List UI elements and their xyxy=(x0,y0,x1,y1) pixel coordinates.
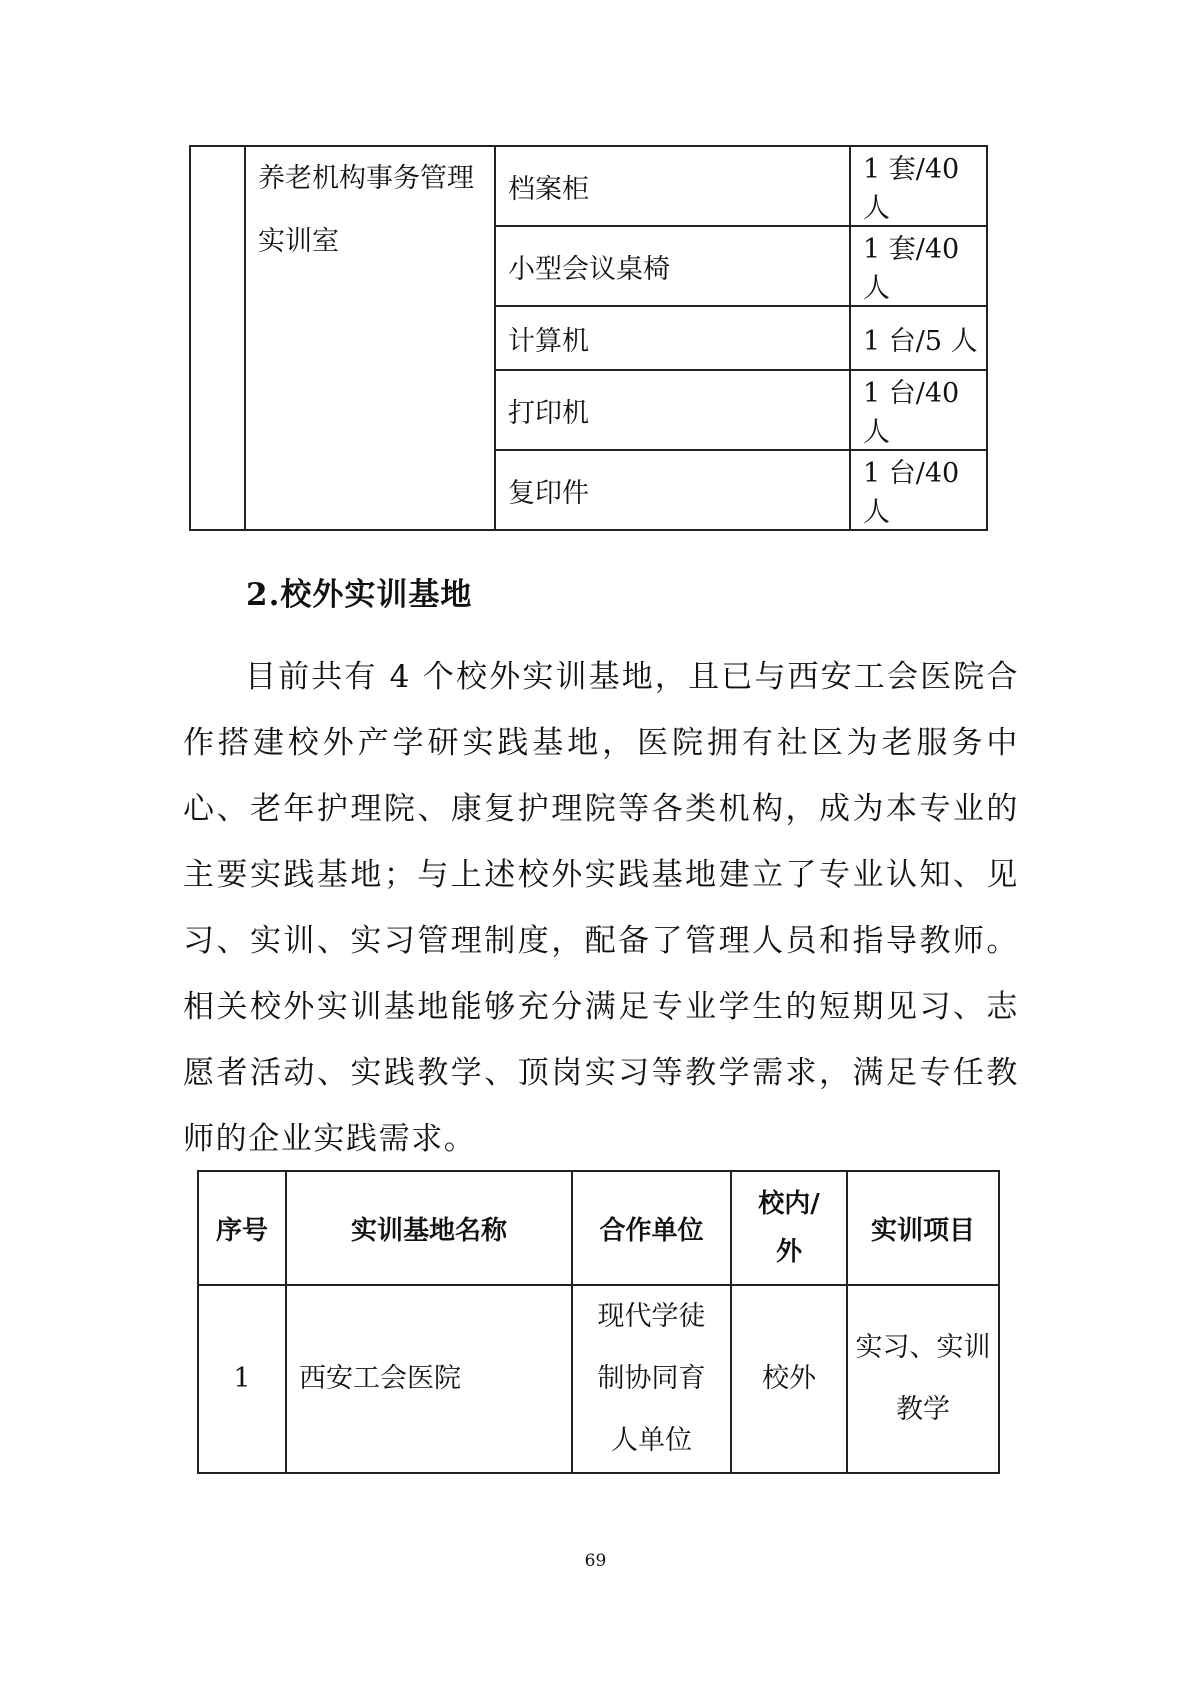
room-name-cell: 养老机构事务管理实训室 xyxy=(245,146,495,530)
section-paragraph: 目前共有 4 个校外实训基地，且已与西安工会医院合作搭建校外产学研实践基地，医院拥有社区为老服务中心、老年护理院、康复护理院等各类机构，成为本专业的主要实践基地；与上述校外实践基地建立了专业认知、见习、实训、实习管理制度，配备了管理人员和指导教师。相关校外实训基地能够充分满足专业学生的短期见习、志愿者活动、实践教学、顶岗实习等教学需求，满足专任教师的企业实践需求。 xyxy=(183,659,1019,1157)
table-row xyxy=(198,1285,999,1473)
table-row xyxy=(190,146,987,226)
cell-partner-text: 现代学徒制协同育人单位 xyxy=(597,1301,706,1456)
cell-project-text: 实习、实训教学 xyxy=(855,1332,991,1425)
page-number: 69 xyxy=(584,1551,607,1571)
cell-partner xyxy=(572,1285,731,1473)
table-header-row xyxy=(198,1171,999,1285)
cell-project xyxy=(847,1285,999,1473)
item-cell: 复印件 xyxy=(495,450,850,530)
item-cell: 档案柜 xyxy=(495,146,850,226)
index-cell xyxy=(190,146,245,530)
header-location xyxy=(731,1171,847,1285)
item-cell: 打印机 xyxy=(495,370,850,450)
cell-no: 1 xyxy=(198,1285,286,1473)
section-heading: 2.校外实训基地 xyxy=(246,577,473,613)
header-no: 序号 xyxy=(198,1171,286,1285)
header-project: 实训项目 xyxy=(847,1171,999,1285)
header-location-text: 校内/外 xyxy=(758,1189,820,1267)
header-base-name: 实训基地名称 xyxy=(286,1171,572,1285)
qty-cell: 1 套/40 人 xyxy=(850,146,987,226)
header-partner: 合作单位 xyxy=(572,1171,731,1285)
qty-cell: 1 套/40 人 xyxy=(850,226,987,306)
item-cell: 小型会议桌椅 xyxy=(495,226,850,306)
qty-cell: 1 台/40 人 xyxy=(850,450,987,530)
qty-cell: 1 台/5 人 xyxy=(850,306,987,370)
cell-base-name: 西安工会医院 xyxy=(286,1285,572,1473)
training-base-table xyxy=(197,1170,1000,1474)
cell-location: 校外 xyxy=(731,1285,847,1473)
qty-cell: 1 台/40 人 xyxy=(850,370,987,450)
item-cell: 计算机 xyxy=(495,306,850,370)
equipment-table xyxy=(189,145,988,531)
